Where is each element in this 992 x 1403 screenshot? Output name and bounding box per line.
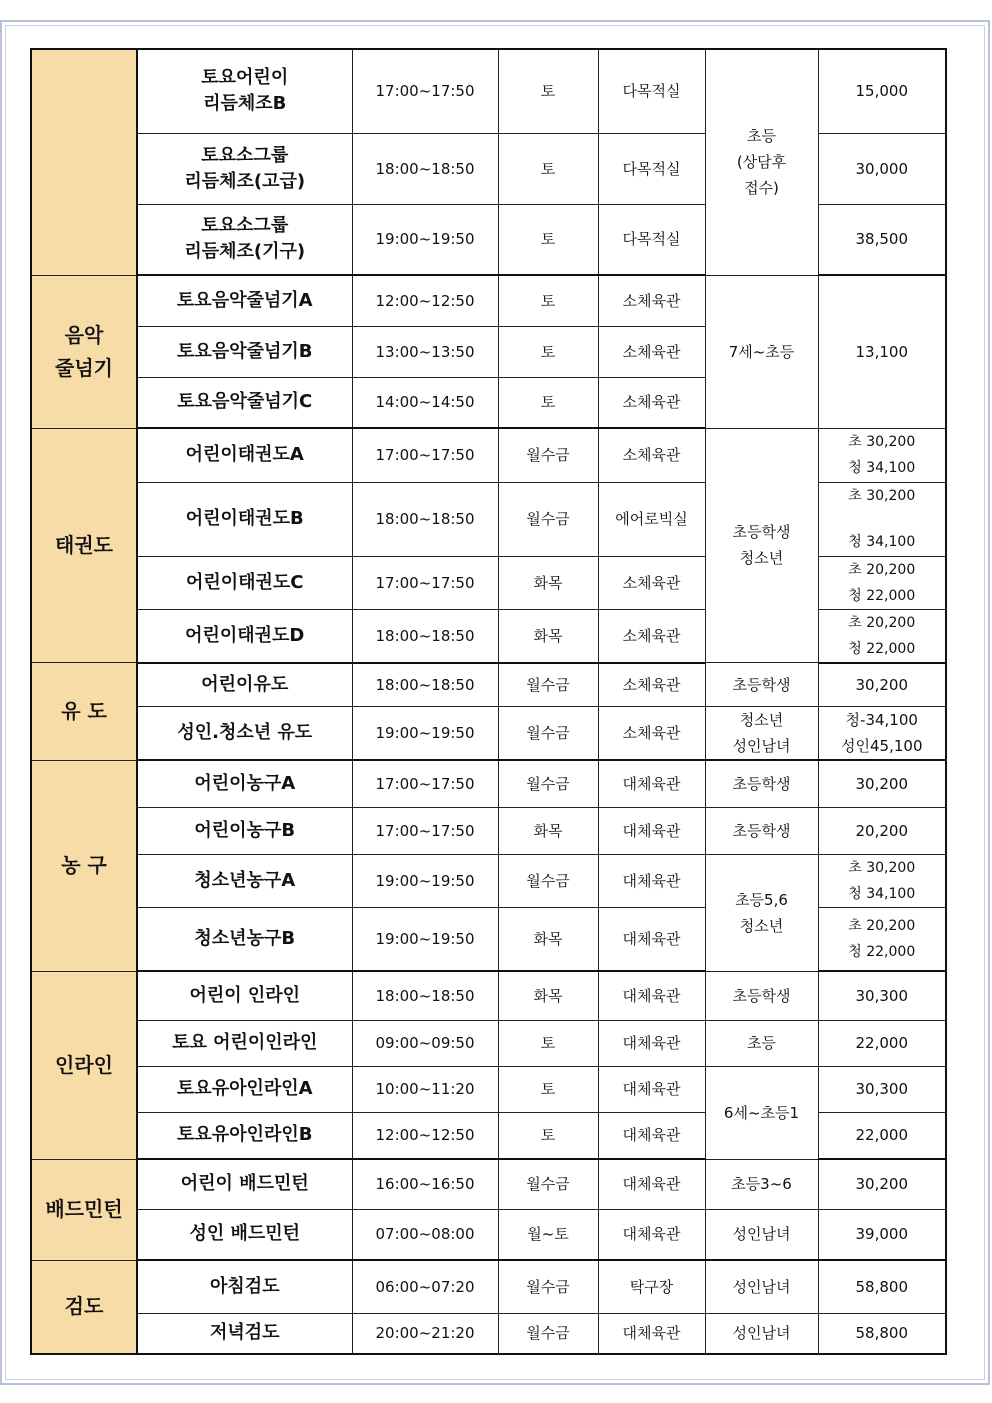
program-name: 어린이태권도D	[137, 609, 352, 663]
category-cell: 배드민턴	[31, 1159, 137, 1260]
program-name: 청소년농구A	[137, 854, 352, 907]
day-cell: 월수금	[498, 428, 598, 482]
day-cell: 월수금	[498, 1260, 598, 1313]
time-cell: 17:00~17:50	[352, 556, 498, 609]
time-cell: 17:00~17:50	[352, 760, 498, 807]
price-cell: 초 20,200 청 22,000	[818, 609, 946, 663]
place-cell: 대체육관	[598, 1159, 705, 1209]
program-name: 성인.청소년 유도	[137, 707, 352, 761]
place-cell: 소체육관	[598, 377, 705, 428]
program-name: 저녁검도	[137, 1313, 352, 1354]
target-cell: 초등학생	[705, 663, 818, 707]
price-cell: 청-34,100 성인45,100	[818, 707, 946, 761]
day-cell: 토	[498, 49, 598, 133]
program-name: 토요 어린이인라인	[137, 1020, 352, 1066]
target-cell: 성인남녀	[705, 1209, 818, 1260]
price-cell: 22,000	[818, 1112, 946, 1159]
day-cell: 토	[498, 377, 598, 428]
price-cell: 초 30,200 청 34,100	[818, 428, 946, 482]
program-name: 어린이태권도C	[137, 556, 352, 609]
price-cell: 38,500	[818, 204, 946, 275]
category-cell	[31, 49, 137, 275]
day-cell: 월수금	[498, 663, 598, 707]
place-cell: 대체육관	[598, 907, 705, 971]
time-cell: 18:00~18:50	[352, 609, 498, 663]
day-cell: 토	[498, 1066, 598, 1112]
program-schedule-table	[30, 48, 947, 1355]
price-cell: 30,300	[818, 971, 946, 1020]
time-cell: 17:00~17:50	[352, 807, 498, 854]
day-cell: 토	[498, 133, 598, 204]
program-name: 어린이유도	[137, 663, 352, 707]
program-name: 어린이태권도B	[137, 482, 352, 556]
program-name: 토요음악줄넘기C	[137, 377, 352, 428]
price-cell: 15,000	[818, 49, 946, 133]
place-cell: 소체육관	[598, 707, 705, 761]
target-cell: 성인남녀	[705, 1313, 818, 1354]
place-cell: 소체육관	[598, 275, 705, 326]
category-cell: 인라인	[31, 971, 137, 1159]
place-cell: 소체육관	[598, 609, 705, 663]
program-name: 토요유아인라인A	[137, 1066, 352, 1112]
day-cell: 월수금	[498, 1159, 598, 1209]
place-cell: 대체육관	[598, 1020, 705, 1066]
program-name: 아침검도	[137, 1260, 352, 1313]
price-cell: 30,200	[818, 760, 946, 807]
program-name: 어린이 배드민턴	[137, 1159, 352, 1209]
target-cell: 청소년 성인남녀	[705, 707, 818, 761]
program-name: 토요음악줄넘기A	[137, 275, 352, 326]
program-name: 토요소그룹 리듬체조(고급)	[137, 133, 352, 204]
time-cell: 17:00~17:50	[352, 428, 498, 482]
time-cell: 20:00~21:20	[352, 1313, 498, 1354]
target-cell: 초등5,6 청소년	[705, 854, 818, 971]
program-name: 어린이농구A	[137, 760, 352, 807]
day-cell: 화목	[498, 971, 598, 1020]
price-cell: 30,200	[818, 663, 946, 707]
place-cell: 에어로빅실	[598, 482, 705, 556]
time-cell: 19:00~19:50	[352, 707, 498, 761]
place-cell: 대체육관	[598, 1066, 705, 1112]
program-name: 어린이농구B	[137, 807, 352, 854]
day-cell: 토	[498, 1020, 598, 1066]
time-cell: 16:00~16:50	[352, 1159, 498, 1209]
place-cell: 대체육관	[598, 854, 705, 907]
program-name: 청소년농구B	[137, 907, 352, 971]
category-cell: 농 구	[31, 760, 137, 971]
time-cell: 12:00~12:50	[352, 275, 498, 326]
target-cell: 초등학생 청소년	[705, 428, 818, 663]
time-cell: 18:00~18:50	[352, 482, 498, 556]
program-name: 토요음악줄넘기B	[137, 326, 352, 377]
target-cell: 초등학생	[705, 971, 818, 1020]
day-cell: 월수금	[498, 707, 598, 761]
day-cell: 토	[498, 326, 598, 377]
place-cell: 대체육관	[598, 1112, 705, 1159]
place-cell: 다목적실	[598, 204, 705, 275]
price-cell: 초 30,200 청 34,100	[818, 482, 946, 556]
program-name: 토요어린이 리듬체조B	[137, 49, 352, 133]
time-cell: 10:00~11:20	[352, 1066, 498, 1112]
time-cell: 17:00~17:50	[352, 49, 498, 133]
place-cell: 대체육관	[598, 971, 705, 1020]
day-cell: 토	[498, 275, 598, 326]
price-cell: 58,800	[818, 1313, 946, 1354]
day-cell: 토	[498, 204, 598, 275]
place-cell: 소체육관	[598, 556, 705, 609]
price-cell: 22,000	[818, 1020, 946, 1066]
time-cell: 07:00~08:00	[352, 1209, 498, 1260]
day-cell: 토	[498, 1112, 598, 1159]
place-cell: 대체육관	[598, 1313, 705, 1354]
target-cell: 7세~초등	[705, 275, 818, 428]
price-cell: 30,300	[818, 1066, 946, 1112]
price-cell: 39,000	[818, 1209, 946, 1260]
place-cell: 대체육관	[598, 807, 705, 854]
program-name: 어린이 인라인	[137, 971, 352, 1020]
price-cell: 58,800	[818, 1260, 946, 1313]
price-cell: 13,100	[818, 275, 946, 428]
time-cell: 19:00~19:50	[352, 907, 498, 971]
target-cell: 초등학생	[705, 760, 818, 807]
day-cell: 월수금	[498, 1313, 598, 1354]
target-cell: 6세~초등1	[705, 1066, 818, 1159]
price-cell: 30,200	[818, 1159, 946, 1209]
day-cell: 화목	[498, 907, 598, 971]
target-cell: 초등3~6	[705, 1159, 818, 1209]
time-cell: 19:00~19:50	[352, 204, 498, 275]
price-cell: 초 20,200 청 22,000	[818, 556, 946, 609]
place-cell: 대체육관	[598, 1209, 705, 1260]
time-cell: 19:00~19:50	[352, 854, 498, 907]
day-cell: 월~토	[498, 1209, 598, 1260]
category-cell: 음악 줄넘기	[31, 275, 137, 428]
target-cell: 초등 (상담후 접수)	[705, 49, 818, 275]
time-cell: 06:00~07:20	[352, 1260, 498, 1313]
place-cell: 소체육관	[598, 326, 705, 377]
place-cell: 소체육관	[598, 663, 705, 707]
category-cell: 태권도	[31, 428, 137, 663]
price-cell: 30,000	[818, 133, 946, 204]
day-cell: 월수금	[498, 760, 598, 807]
day-cell: 월수금	[498, 854, 598, 907]
day-cell: 화목	[498, 556, 598, 609]
program-name: 토요소그룹 리듬체조(기구)	[137, 204, 352, 275]
category-cell: 검도	[31, 1260, 137, 1354]
category-cell: 유 도	[31, 663, 137, 761]
time-cell: 18:00~18:50	[352, 971, 498, 1020]
place-cell: 다목적실	[598, 133, 705, 204]
target-cell: 초등학생	[705, 807, 818, 854]
place-cell: 탁구장	[598, 1260, 705, 1313]
day-cell: 화목	[498, 807, 598, 854]
time-cell: 12:00~12:50	[352, 1112, 498, 1159]
place-cell: 다목적실	[598, 49, 705, 133]
time-cell: 18:00~18:50	[352, 663, 498, 707]
place-cell: 대체육관	[598, 760, 705, 807]
target-cell: 성인남녀	[705, 1260, 818, 1313]
program-name: 성인 배드민턴	[137, 1209, 352, 1260]
time-cell: 18:00~18:50	[352, 133, 498, 204]
time-cell: 09:00~09:50	[352, 1020, 498, 1066]
program-name: 토요유아인라인B	[137, 1112, 352, 1159]
target-cell: 초등	[705, 1020, 818, 1066]
price-cell: 20,200	[818, 807, 946, 854]
time-cell: 13:00~13:50	[352, 326, 498, 377]
time-cell: 14:00~14:50	[352, 377, 498, 428]
place-cell: 소체육관	[598, 428, 705, 482]
program-name: 어린이태권도A	[137, 428, 352, 482]
price-cell: 초 20,200 청 22,000	[818, 907, 946, 971]
day-cell: 월수금	[498, 482, 598, 556]
day-cell: 화목	[498, 609, 598, 663]
price-cell: 초 30,200 청 34,100	[818, 854, 946, 907]
